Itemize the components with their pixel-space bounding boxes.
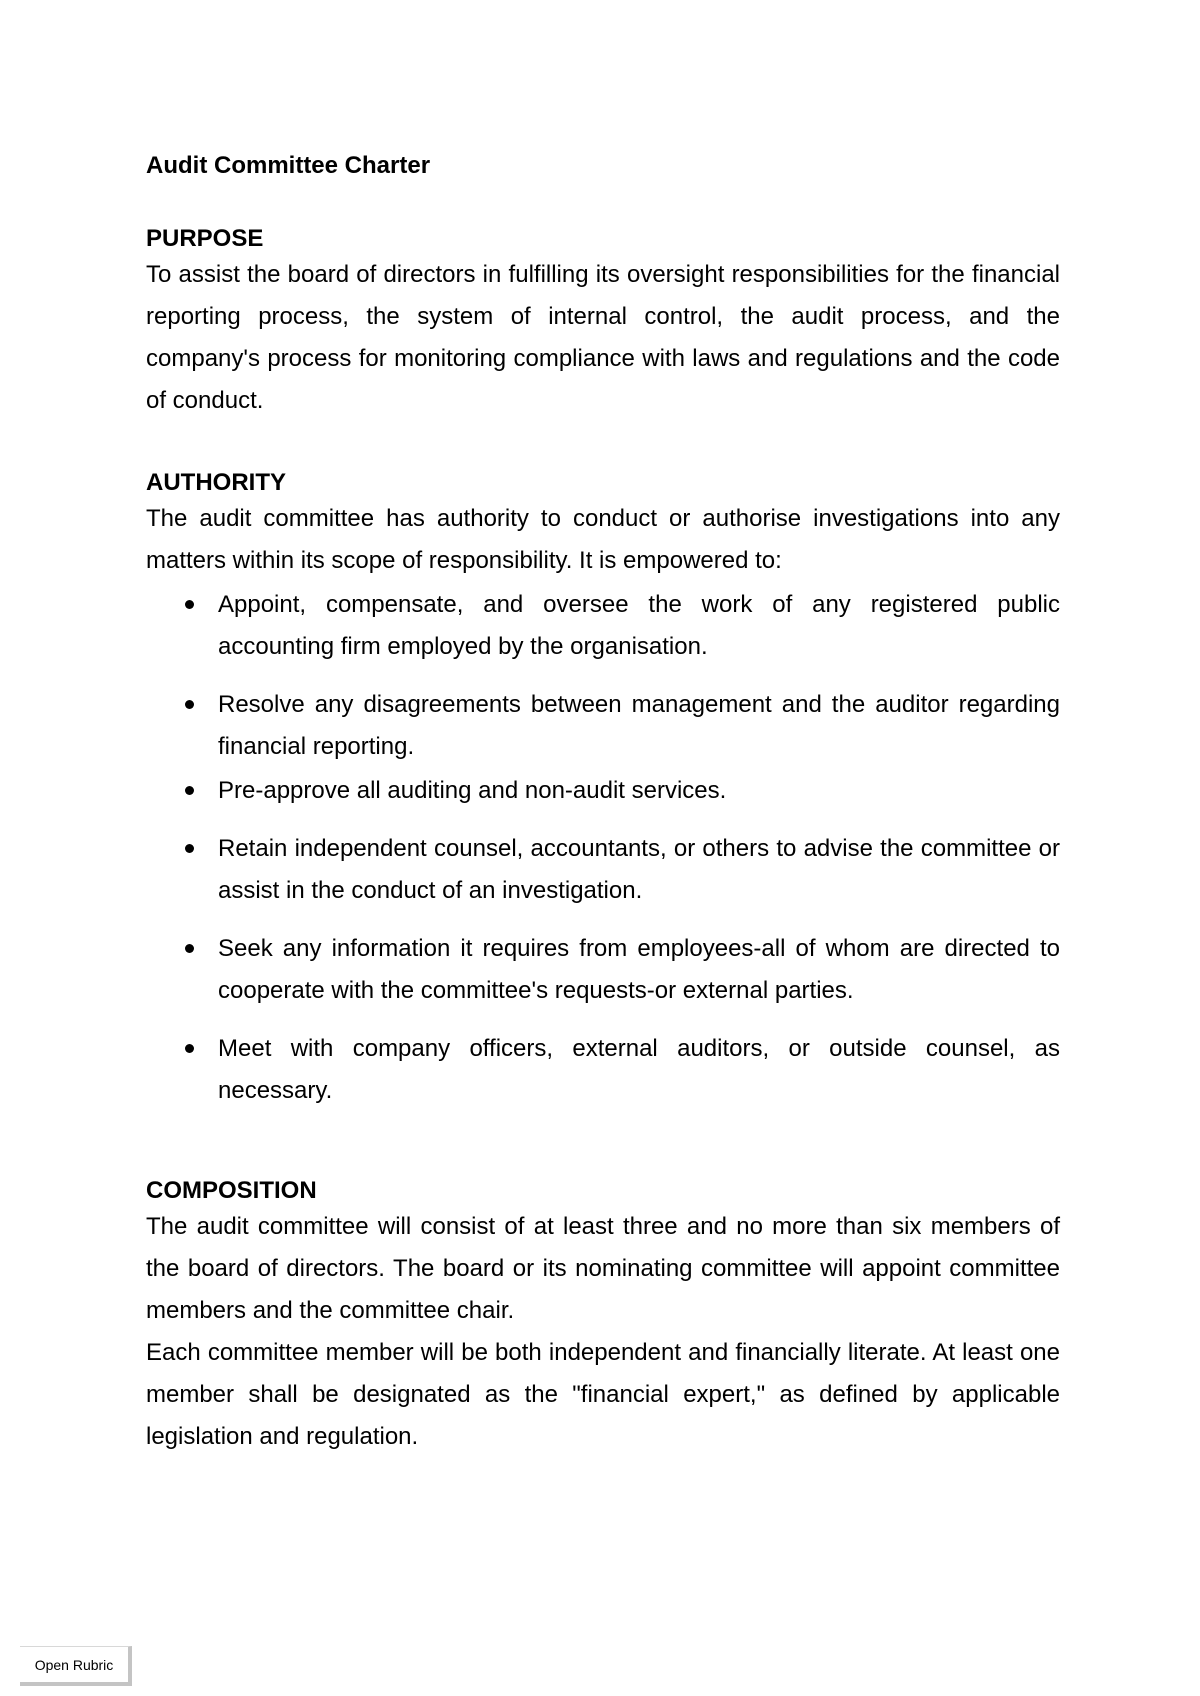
authority-bullet-item <box>146 684 1060 768</box>
bullet-text: Appoint, compensate, and oversee the work of any registered public accounting firm employed by the organisation. <box>218 591 1060 660</box>
document-title: Audit Committee Charter <box>146 152 431 179</box>
bullet-text: Seek any information it requires from employees-all of whom are directed to cooperate with the committee's requests-or external parties. <box>218 935 1060 1004</box>
composition-section <box>146 1176 1060 1458</box>
authority-heading: AUTHORITY <box>146 469 286 496</box>
bullet-icon <box>185 786 194 795</box>
bullet-text: Meet with company officers, external auditors, or outside counsel, as necessary. <box>218 1035 1060 1104</box>
composition-paragraph: Each committee member will be both independent and financially literate. At least one member shall be designated as the "financial expert," as defined by applicable legislation and regulation. <box>146 1339 1060 1450</box>
bullet-text: Resolve any disagreements between management and the auditor regarding financial reporting. <box>218 691 1060 760</box>
composition-heading: COMPOSITION <box>146 1177 317 1204</box>
composition-paragraph: The audit committee will consist of at least three and no more than six members of the board of directors. The board or its nominating committee will appoint committee members and the committee chair. <box>146 1213 1060 1324</box>
bullet-icon <box>185 600 194 609</box>
authority-bullet-item <box>146 1028 1060 1112</box>
bullet-icon <box>185 844 194 853</box>
authority-intro: The audit committee has authority to conduct or authorise investigations into any matters within its scope of responsibility. It is empowered to: <box>146 505 1060 574</box>
purpose-section <box>146 224 1060 422</box>
authority-bullet-item <box>146 828 1060 912</box>
section-spacer <box>146 1112 1060 1176</box>
bullet-text: Retain independent counsel, accountants, or others to advise the committee or assist in the conduct of an investigation. <box>218 835 1060 904</box>
purpose-paragraph: To assist the board of directors in fulfilling its oversight responsibilities for the financial reporting process, the system of internal control, the audit process, and the company's process for monitoring compliance with laws and regulations and the code of conduct. <box>146 261 1060 414</box>
section-spacer <box>146 422 1060 468</box>
bullet-icon <box>185 700 194 709</box>
document-body <box>146 150 1060 1458</box>
purpose-heading: PURPOSE <box>146 225 264 252</box>
bullet-icon <box>185 1044 194 1053</box>
authority-section <box>146 468 1060 1112</box>
bullet-text: Pre-approve all auditing and non-audit services. <box>218 777 727 804</box>
authority-bullet-list <box>146 584 1060 1112</box>
bullet-icon <box>185 944 194 953</box>
authority-bullet-item <box>146 584 1060 668</box>
open-rubric-tab[interactable]: Open Rubric <box>20 1646 132 1686</box>
authority-bullet-item <box>146 770 1060 812</box>
authority-bullet-item <box>146 928 1060 1012</box>
